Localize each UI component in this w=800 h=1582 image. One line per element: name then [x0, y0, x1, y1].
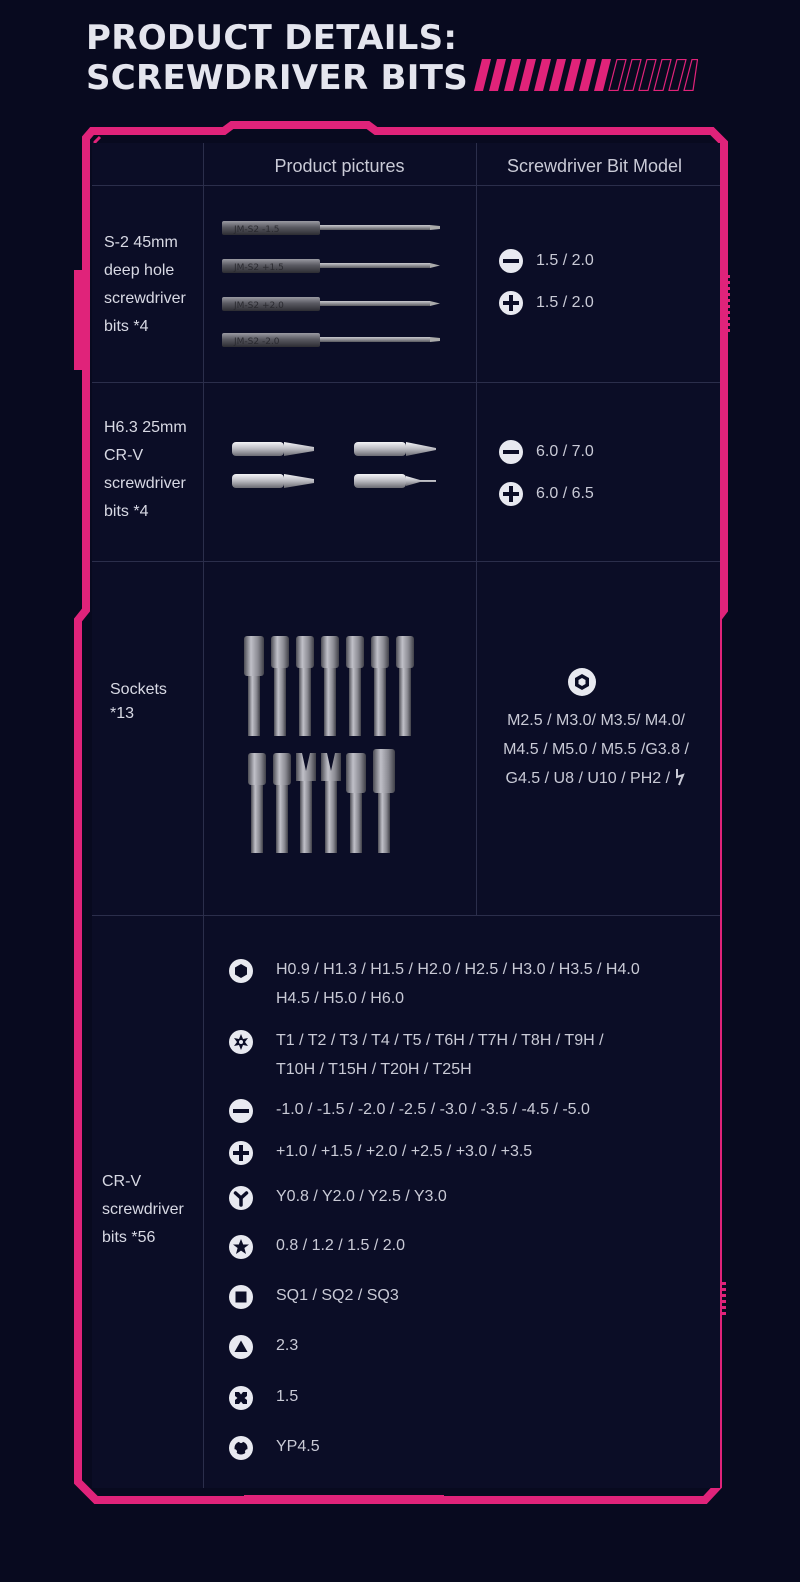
svg-text:JM-S2 +2.0: JM-S2 +2.0: [234, 301, 284, 311]
deep-hole-bit: [222, 333, 440, 347]
column-divider: [203, 143, 204, 1488]
socket-bit: [396, 636, 414, 736]
slotted-bit: [354, 442, 436, 456]
socket-bit: [321, 753, 341, 853]
title-line-1: PRODUCT DETAILS:: [86, 18, 458, 58]
slotted-bit: [354, 474, 436, 488]
socket-bit: [346, 753, 366, 853]
header-product-pictures: Product pictures: [274, 156, 405, 176]
deep-hole-bit: [222, 297, 440, 311]
socket-bit: [296, 636, 314, 736]
deep-hole-bits-image: [220, 215, 445, 355]
svg-text:JM-S2 -2.0: JM-S2 -2.0: [234, 337, 280, 347]
crv-25mm-bits-image: [230, 438, 440, 498]
deep-hole-bit: [222, 259, 440, 273]
socket-bit: [296, 753, 316, 853]
socket-bit: [373, 749, 395, 853]
list-item: 1.5: [228, 1388, 698, 1411]
hex-socket-icon: [567, 667, 597, 697]
slotted-icon: [498, 248, 524, 274]
row-label-sockets: Sockets *13: [110, 681, 167, 722]
list-item: H0.9 / H1.3 / H1.5 / H2.0 / H2.5 / H3.0 / H3.5 / H4.0 H4.5 / H5.0 / H6.0: [228, 961, 698, 1013]
deep-hole-bit: [222, 221, 440, 235]
list-item: 0.8 / 1.2 / 1.5 / 2.0: [228, 1237, 698, 1260]
phillips-bit: [232, 474, 314, 488]
row-label-crv-25mm-bits: H6.3 25mm CR-V screwdriver bits *4: [104, 419, 187, 520]
sockets-model-list: M2.5 / M3.0/ M3.5/ M4.0/ M4.5 / M5.0 / M5.5 /G3.8 / G4.5 / U8 / U10 / PH2 /: [503, 712, 689, 787]
square-icon: [228, 1284, 254, 1310]
phillips-icon: [228, 1140, 254, 1166]
hex-icon: [228, 958, 254, 984]
list-item: SQ1 / SQ2 / SQ3: [228, 1287, 698, 1310]
header-bit-model: Screwdriver Bit Model: [506, 156, 683, 176]
list-item: -1.0 / -1.5 / -2.0 / -2.5 / -3.0 / -3.5 / -4.5 / -5.0: [228, 1101, 698, 1124]
title-line-2: SCREWDRIVER BITS: [86, 58, 469, 98]
row-divider: [92, 915, 720, 916]
phillips-bit: [232, 442, 314, 456]
list-item: Y0.8 / Y2.0 / Y2.5 / Y3.0: [228, 1188, 698, 1211]
torx-icon: [228, 1029, 254, 1055]
model-phillips-deep: 1.5 / 2.0: [498, 290, 594, 316]
row-divider: [92, 382, 720, 383]
socket-bit: [371, 636, 389, 736]
svg-text:JM-S2 -1.5: JM-S2 -1.5: [234, 225, 280, 235]
pentalobe-icon: [228, 1234, 254, 1260]
lightning-icon: [674, 768, 686, 786]
socket-bit: [273, 753, 291, 853]
phillips-icon: [498, 290, 524, 316]
cross-icon: [228, 1385, 254, 1411]
sockets-image: [240, 631, 420, 861]
spec-table: [92, 143, 720, 1488]
socket-bit: [248, 753, 266, 853]
row-label-crv-56-bits: CR-V screwdriver bits *56: [102, 1173, 184, 1246]
row-divider: [92, 185, 720, 186]
model-slotted-25mm: 6.0 / 7.0: [498, 439, 594, 465]
tri-point-icon: [228, 1435, 254, 1461]
socket-bit: [346, 636, 364, 736]
model-phillips-25mm: 6.0 / 6.5: [498, 481, 594, 507]
list-item: T1 / T2 / T3 / T4 / T5 / T6H / T7H / T8H / T9H / T10H / T15H / T20H / T25H: [228, 1032, 698, 1084]
triangle-icon: [228, 1334, 254, 1360]
row-label-deep-hole-bits: S-2 45mm deep hole screwdriver bits *4: [104, 234, 186, 335]
row-divider: [92, 561, 720, 562]
list-item: +1.0 / +1.5 / +2.0 / +2.5 / +3.0 / +3.5: [228, 1143, 698, 1166]
socket-bit: [244, 636, 264, 736]
model-slotted-deep: 1.5 / 2.0: [498, 248, 594, 274]
phillips-icon: [498, 481, 524, 507]
svg-text:JM-S2 +1.5: JM-S2 +1.5: [234, 263, 284, 273]
list-item: 2.3: [228, 1337, 698, 1360]
slotted-icon: [228, 1098, 254, 1124]
socket-bit: [321, 636, 339, 736]
socket-bit: [271, 636, 289, 736]
list-item: YP4.5: [228, 1438, 698, 1461]
tri-wing-icon: [228, 1185, 254, 1211]
slotted-icon: [498, 439, 524, 465]
column-divider: [476, 143, 477, 915]
